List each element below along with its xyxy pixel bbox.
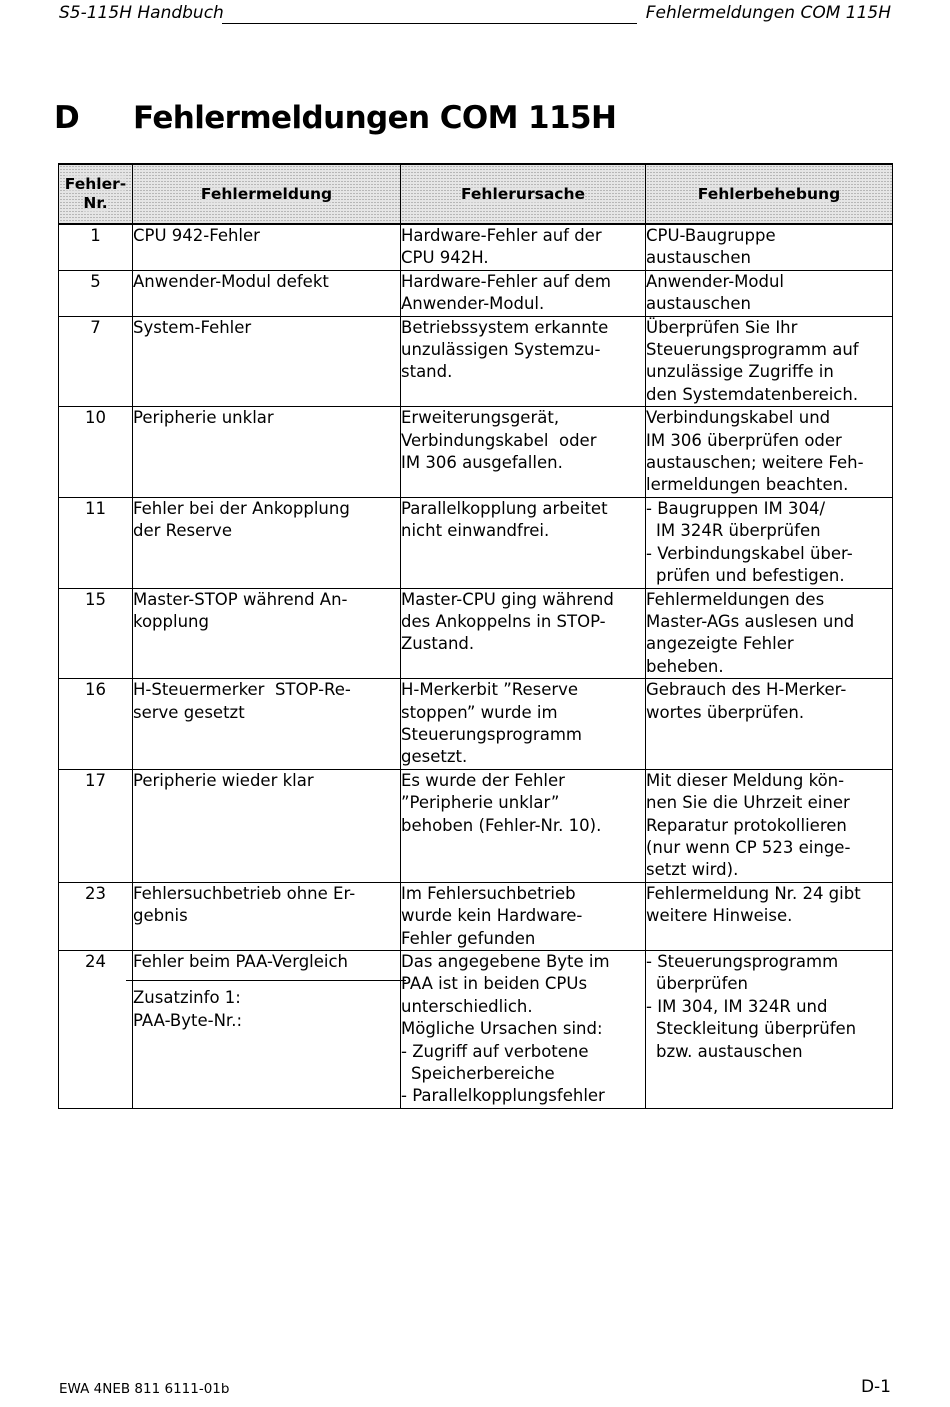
- error-cause-line: Es wurde der Fehler: [401, 770, 565, 790]
- bullet-line: - Parallelkopplungsfehler: [401, 1086, 605, 1106]
- error-cause-line: IM 306 ausgefallen.: [401, 453, 563, 473]
- error-remedy-line: Reparatur protokollieren: [646, 815, 847, 835]
- error-number: 16: [59, 679, 133, 770]
- header-section-title: Fehlermeldungen COM 115H: [645, 3, 891, 23]
- additional-info-line: PAA-Byte-Nr.:: [133, 1010, 243, 1030]
- chapter-title: Fehlermeldungen COM 115H: [133, 100, 617, 136]
- error-cause-line: Verbindungskabel oder: [401, 430, 597, 450]
- error-number: 17: [59, 769, 133, 882]
- error-remedy-cell: [646, 769, 893, 882]
- error-cause-line: unzulässigen Systemzu-: [401, 340, 601, 360]
- error-remedy-line: Steuerungsprogramm auf: [646, 340, 859, 360]
- error-cause-line: Mögliche Ursachen sind:: [401, 1019, 603, 1039]
- error-remedy-line: IM 306 überprüfen oder: [646, 430, 842, 450]
- table-row: [59, 588, 893, 679]
- error-remedy-line: Master-AGs auslesen und: [646, 611, 855, 631]
- error-remedy-line: weitere Hinweise.: [646, 906, 793, 926]
- error-number: 24: [59, 951, 133, 1109]
- table-row: [59, 270, 893, 316]
- error-remedy-line: setzt wird).: [646, 860, 739, 880]
- error-number: 11: [59, 497, 133, 588]
- error-cause-line: Im Fehlersuchbetrieb: [401, 883, 576, 903]
- header-manual-title: S5-115H Handbuch: [59, 3, 224, 23]
- error-remedy-line: austauschen: [646, 248, 751, 268]
- bullet-line: überprüfen: [656, 974, 748, 994]
- error-cause-line: des Ankoppelns in STOP-: [401, 611, 606, 631]
- error-remedy-line: beheben.: [646, 656, 724, 676]
- column-header-ursache: [401, 164, 646, 224]
- table-row: [59, 679, 893, 770]
- table-row: [59, 497, 893, 588]
- error-cause-item: [401, 1041, 645, 1086]
- error-cause-line: behoben (Fehler-Nr. 10).: [401, 815, 602, 835]
- error-remedy-cell: [646, 270, 893, 316]
- error-message-cell: [133, 407, 401, 498]
- error-cause-line: stand.: [401, 362, 453, 382]
- bullet-line: IM 324R überprüfen: [656, 521, 821, 541]
- error-remedy-line: unzulässige Zugriffe in: [646, 362, 834, 382]
- error-message-line: der Reserve: [133, 521, 232, 541]
- error-message-line: Peripherie unklar: [133, 408, 274, 428]
- error-cause-line: stoppen” wurde im: [401, 702, 558, 722]
- error-message-line: CPU 942-Fehler: [133, 226, 260, 245]
- error-remedy-line: den Systemdatenbereich.: [646, 384, 859, 404]
- error-remedy-line: nen Sie die Uhrzeit einer: [646, 793, 850, 813]
- table-row: [59, 769, 893, 882]
- error-message-cell: [133, 951, 401, 1109]
- chapter-letter: D: [54, 100, 80, 136]
- error-number: 5: [59, 270, 133, 316]
- error-cause-cell: [401, 769, 646, 882]
- error-message-cell: [133, 270, 401, 316]
- error-cause-line: ”Peripherie unklar”: [401, 793, 560, 813]
- error-cause-line: wurde kein Hardware-: [401, 906, 583, 926]
- table-row: [59, 407, 893, 498]
- bullet-line: - Baugruppen IM 304/: [646, 498, 826, 518]
- error-remedy-item: [646, 498, 892, 543]
- error-message-cell: [133, 882, 401, 950]
- bullet-line: bzw. austauschen: [656, 1041, 803, 1061]
- error-remedy-item: [646, 996, 892, 1063]
- error-message-line: Peripherie wieder klar: [133, 770, 314, 790]
- error-remedy-cell: [646, 588, 893, 679]
- error-cause-line: Anwender-Modul.: [401, 294, 545, 314]
- error-message-cell: [133, 679, 401, 770]
- error-cause-line: unterschiedlich.: [401, 996, 533, 1016]
- error-cause-cell: [401, 588, 646, 679]
- error-cause-cell: [401, 407, 646, 498]
- error-message-line: System-Fehler: [133, 317, 252, 337]
- table-row: [59, 951, 893, 1109]
- column-header-label: Fehlerursache: [460, 184, 586, 203]
- error-cause-line: H-Merkerbit ”Reserve: [401, 680, 579, 700]
- column-header-nr: [59, 164, 133, 224]
- error-messages-table: [58, 163, 893, 1109]
- error-remedy-line: (nur wenn CP 523 einge-: [646, 837, 851, 857]
- error-cause-cell: [401, 497, 646, 588]
- error-message-line: gebnis: [133, 906, 188, 926]
- column-header-behebung: [646, 164, 893, 224]
- error-remedy-line: Überprüfen Sie Ihr: [646, 317, 798, 337]
- table-body: [59, 224, 893, 1108]
- error-remedy-line: Fehlermeldungen des: [646, 589, 825, 609]
- error-remedy-line: CPU-Baugruppe: [646, 226, 776, 245]
- error-remedy-cell: [646, 951, 893, 1109]
- bullet-line: Speicherbereiche: [411, 1064, 555, 1084]
- error-remedy-line: Fehlermeldung Nr. 24 gibt: [646, 883, 861, 903]
- error-remedy-item: [646, 543, 892, 588]
- bullet-line: - Zugriff auf verbotene: [401, 1041, 589, 1061]
- error-cause-line: Erweiterungsgerät,: [401, 408, 560, 428]
- error-number: 15: [59, 588, 133, 679]
- error-cause-line: Master-CPU ging während: [401, 589, 614, 609]
- error-message-line: Fehlersuchbetrieb ohne Er-: [133, 883, 356, 903]
- bullet-line: - IM 304, IM 324R und: [646, 996, 828, 1016]
- error-remedy-cell: [646, 497, 893, 588]
- error-cause-line: Das angegebene Byte im: [401, 952, 610, 971]
- error-cause-line: Fehler gefunden: [401, 928, 536, 948]
- error-cause-cell: [401, 951, 646, 1109]
- bullet-line: Steckleitung überprüfen: [656, 1019, 857, 1039]
- error-cause-cell: [401, 270, 646, 316]
- error-remedy-cell: [646, 224, 893, 270]
- running-header: [59, 2, 891, 26]
- error-remedy-cell: [646, 882, 893, 950]
- error-remedy-line: wortes überprüfen.: [646, 702, 805, 722]
- error-cause-cell: [401, 679, 646, 770]
- error-remedy-line: austauschen; weitere Feh-: [646, 453, 864, 473]
- bullet-line: - Steuerungsprogramm: [646, 952, 839, 971]
- error-remedy-cell: [646, 679, 893, 770]
- error-remedy-line: Anwender-Modul: [646, 271, 785, 291]
- error-cause-cell: [401, 224, 646, 270]
- additional-info-line: Zusatzinfo 1:: [133, 988, 241, 1008]
- error-cause-cell: [401, 882, 646, 950]
- error-remedy-line: lermeldungen beachten.: [646, 475, 849, 495]
- page-number: D-1: [860, 1377, 891, 1397]
- error-number: 23: [59, 882, 133, 950]
- error-remedy-line: angezeigte Fehler: [646, 634, 794, 654]
- error-cause-line: nicht einwandfrei.: [401, 521, 550, 541]
- error-cause-line: CPU 942H.: [401, 248, 489, 268]
- error-cause-line: Parallelkopplung arbeitet: [401, 498, 608, 518]
- column-header-label: Fehler- Nr.: [64, 175, 127, 212]
- error-number: 7: [59, 316, 133, 407]
- table-row: [59, 224, 893, 270]
- error-message-line: kopplung: [133, 611, 209, 631]
- table-row: [59, 316, 893, 407]
- error-number: 10: [59, 407, 133, 498]
- error-message-line: Fehler bei der Ankopplung: [133, 498, 350, 518]
- error-remedy-line: Verbindungskabel und: [646, 408, 831, 428]
- error-remedy-line: Mit dieser Meldung kön-: [646, 770, 845, 790]
- error-cause-line: PAA ist in beiden CPUs: [401, 974, 588, 994]
- error-message-line: Fehler beim PAA-Vergleich: [133, 952, 349, 971]
- error-cause-line: Hardware-Fehler auf dem: [401, 271, 611, 291]
- error-cause-line: Steuerungsprogramm: [401, 724, 582, 744]
- column-header-label: Fehlerbehebung: [697, 184, 841, 203]
- error-cause-line: Hardware-Fehler auf der: [401, 226, 602, 245]
- table-row: [59, 882, 893, 950]
- error-message-cell: [133, 497, 401, 588]
- error-message-line: Anwender-Modul defekt: [133, 271, 329, 291]
- cell-divider: [126, 980, 406, 981]
- column-header-meldung: [133, 164, 401, 224]
- error-message-cell: [133, 769, 401, 882]
- error-cause-cell: [401, 316, 646, 407]
- error-message-line: Master-STOP während An-: [133, 589, 348, 609]
- error-cause-line: Betriebssystem erkannte: [401, 317, 609, 337]
- column-header-label: Fehlermeldung: [200, 184, 333, 203]
- error-remedy-line: austauschen: [646, 294, 751, 314]
- error-message-line: H-Steuermerker STOP-Re-: [133, 680, 351, 700]
- error-remedy-cell: [646, 316, 893, 407]
- error-message-line: serve gesetzt: [133, 702, 245, 722]
- error-message-cell: [133, 224, 401, 270]
- bullet-line: - Verbindungskabel über-: [646, 543, 853, 563]
- error-cause-line: Zustand.: [401, 634, 475, 654]
- error-message-cell: [133, 316, 401, 407]
- document-number: EWA 4NEB 811 6111-01b: [59, 1381, 230, 1397]
- error-cause-item: [401, 1085, 645, 1107]
- error-message-cell: [133, 588, 401, 679]
- table-header-row: [59, 164, 893, 224]
- error-number: 1: [59, 224, 133, 270]
- error-cause-line: gesetzt.: [401, 747, 468, 767]
- error-remedy-cell: [646, 407, 893, 498]
- error-remedy-line: Gebrauch des H-Merker-: [646, 680, 847, 700]
- header-rule: [222, 23, 637, 24]
- error-remedy-item: [646, 951, 892, 996]
- bullet-line: prüfen und befestigen.: [656, 566, 845, 586]
